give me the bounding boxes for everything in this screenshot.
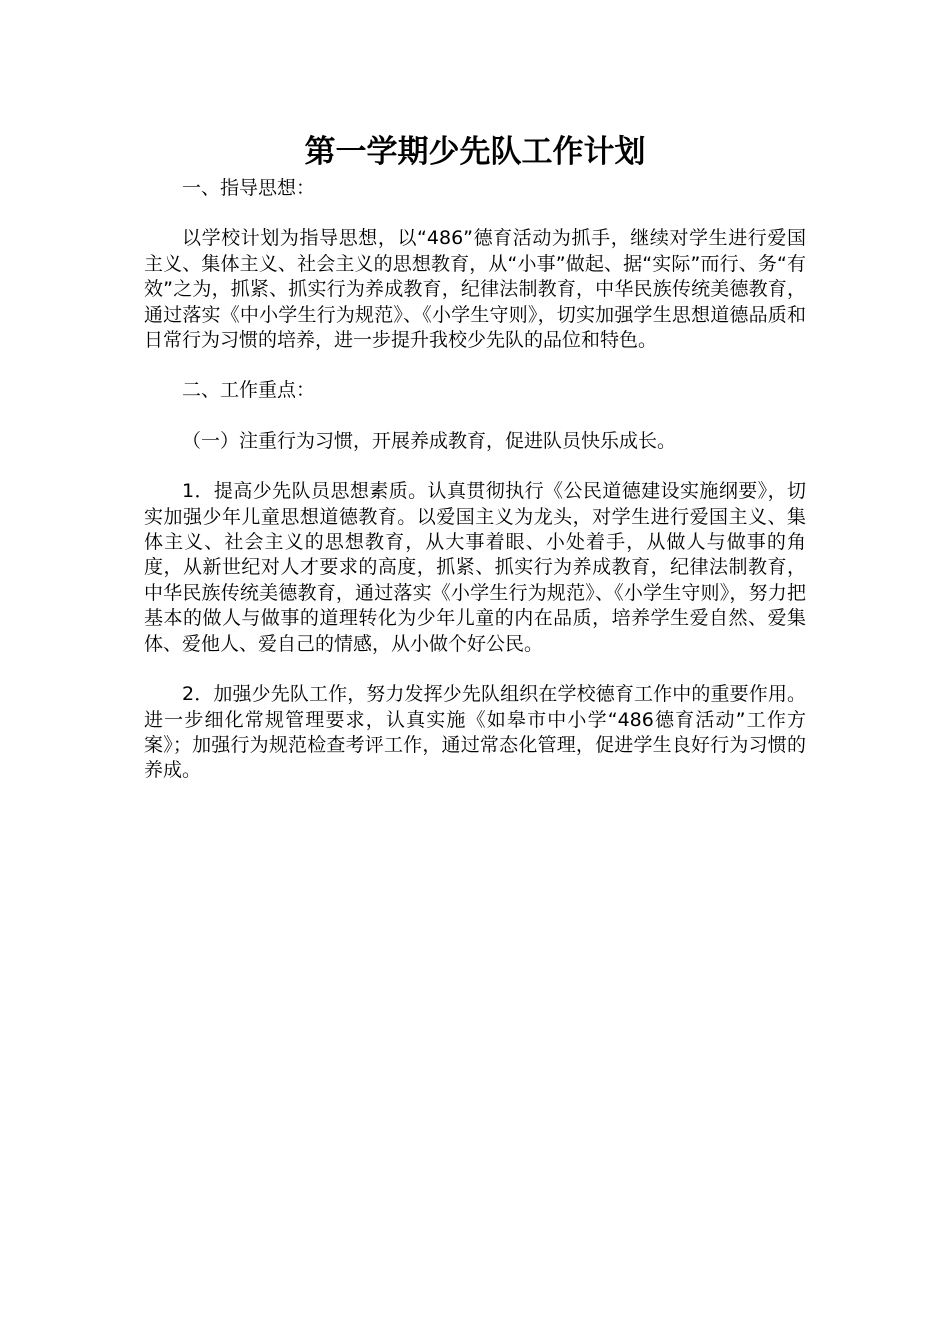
document-content [144, 130, 806, 784]
paragraph-guiding-thought: 以学校计划为指导思想，以“486”德育活动为抓手，继续对学生进行爱国主义、集体主义、社会主义的思想教育，从“小事”做起、据“实际”而行、务“有效”之为，抓紧、抓实行为养成教育，纪律法制教育，中华民族传统美德教育，通过落实《中小学生行为规范》、《小学生守则》，切实加强学生思想道德品质和日常行为习惯的培养，进一步提升我校少先队的品位和特色。 [144, 227, 806, 352]
subsection-heading-habits: （一）注重行为习惯，开展养成教育，促进队员快乐成长。 [182, 429, 677, 452]
section-heading-work-focus: 二、工作重点： [182, 379, 316, 402]
document-title: 第一学期少先队工作计划 [304, 134, 646, 170]
paragraph-item-1: 1．提高少先队员思想素质。认真贯彻执行《公民道德建设实施纲要》，切实加强少年儿童思想道德教育。以爱国主义为龙头，对学生进行爱国主义、集体主义、社会主义的思想教育，从大事着眼、小处着手，从做人与做事的角度，从新世纪对人才要求的高度，抓紧、抓实行为养成教育，纪律法制教育，中华民族传统美德教育，通过落实《小学生行为规范》、《小学生守则》，努力把基本的做人与做事的道理转化为少年儿童的内在品质，培养学生爱自然、爱集体、爱他人、爱自己的情感，从小做个好公民。 [144, 480, 806, 655]
section-heading-guiding-thought: 一、指导思想： [182, 177, 316, 199]
paragraph-item-2: 2．加强少先队工作，努力发挥少先队组织在学校德育工作中的重要作用。进一步细化常规管理要求，认真实施《如皋市中小学“486德育活动”工作方案》；加强行为规范检查考评工作，通过常态化管理，促进学生良好行为习惯的养成。 [144, 683, 806, 782]
